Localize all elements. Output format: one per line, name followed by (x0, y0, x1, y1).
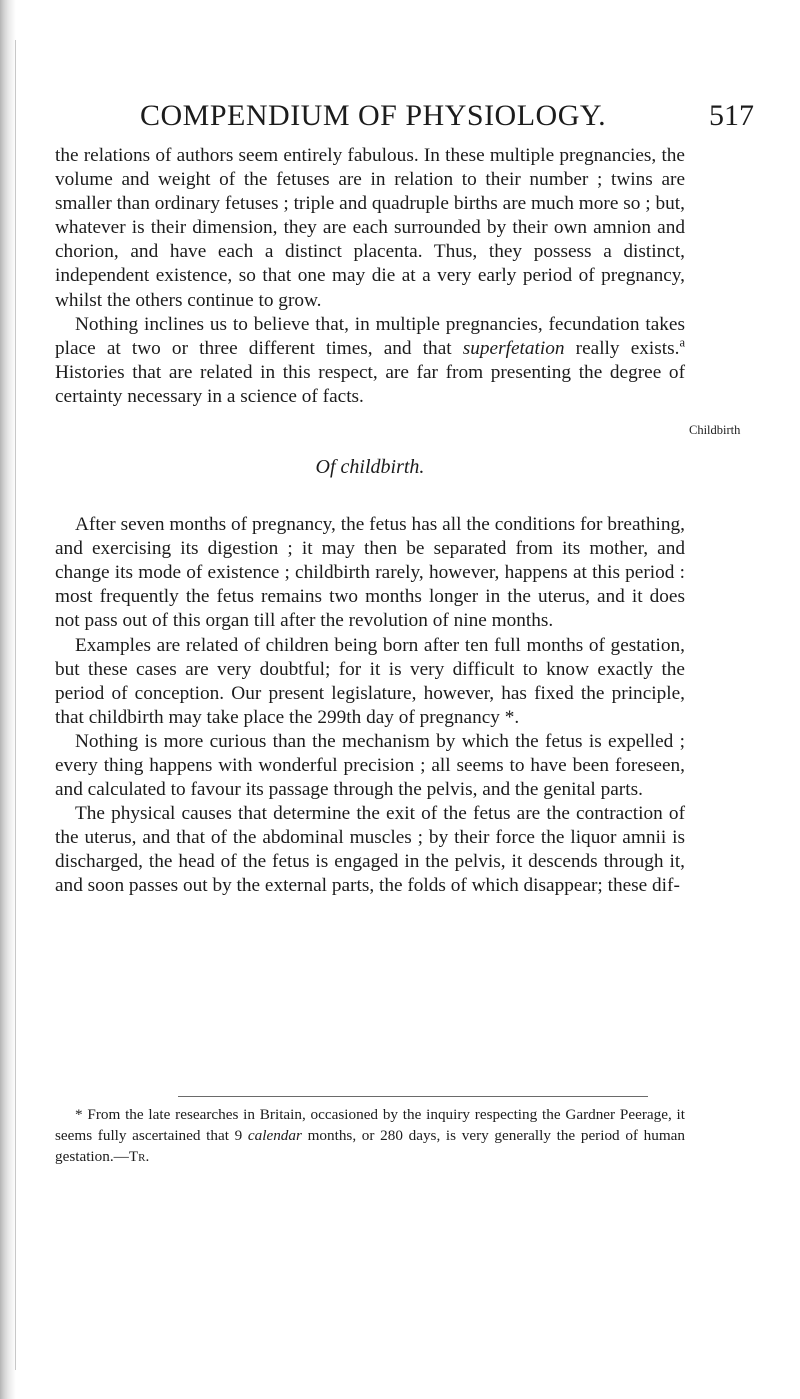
marginal-note-childbirth: Childbirth (689, 423, 741, 437)
paragraph-superfetation-tail: Histories that are related in this respect, are far from presenting the degree of certainty necessary in a science of facts. (55, 361, 685, 407)
paragraph-ten-months: Examples are related of children being born after ten full months of gestation, but these cases are very doubtful; for it is very difficult to know exactly the period of conception. Our present legislature, however, has fixed the principle, that childbirth may take place the 299th day of pregnancy *. (55, 634, 685, 728)
paragraph-superfetation-lead: Nothing inclines us to believe that, in multiple pregnancies, fecundation takes place at two or three different times, and that (55, 313, 685, 359)
translator-signature: Tr. (128, 1148, 150, 1165)
body-text (55, 144, 685, 899)
note-reference-a: a (679, 335, 685, 350)
page-binding-shadow (0, 0, 16, 1399)
footnote-lead: * From the late researches in Britain, occasioned by the inquiry respecting the Gardner Peerage, it seems fully ascertained that 9 (55, 1106, 685, 1144)
paragraph-physical-causes: The physical causes that determine the exit of the fetus are the contraction of the uterus, and that of the abdominal muscles ; by their force the liquor amnii is discharged, the head of the fetus is engaged in the pelvis, it descends through it, and soon passes out by the external parts, the folds of which disappear; these dif- (55, 803, 685, 897)
paragraph-superfetation (55, 313, 685, 409)
paragraph-superfetation-after-term: really exists. (564, 337, 680, 359)
gutter-line (15, 40, 16, 1370)
footnote-tail: months, or 280 days, is very generally the period of human gestation.— (55, 1127, 686, 1165)
page-number: 517 (709, 99, 754, 132)
footnote (55, 1104, 685, 1167)
paragraph-seven-months: After seven months of pregnancy, the fetus has all the conditions for breathing, and exercising its digestion ; it may then be separated from its mother, and change its mode of existence ; childbirth rarely, however, happens at this period : most frequently the fetus remains two months longer in the uterus, and it does not pass out of this organ till after the revolution of nine months. (55, 514, 685, 632)
footnote-text (55, 1104, 685, 1167)
footnote-italic-calendar: calendar (247, 1127, 302, 1144)
italic-term-superfetation: superfetation (462, 337, 565, 359)
paragraph-mechanism: Nothing is more curious than the mechanism by which the fetus is expelled ; every thing happens with wonderful precision ; all seems to have been foreseen, and calculated to favour its passage through the pelvis, and the genital parts. (55, 730, 685, 801)
footnote-rule (178, 1096, 648, 1097)
running-title: COMPENDIUM OF PHYSIOLOGY. (140, 99, 607, 132)
running-head (140, 98, 754, 134)
paragraph-multiple-pregnancies: the relations of authors seem entirely fabulous. In these multiple pregnancies, the volume and weight of the fetuses are in relation to their number ; twins are smaller than ordinary fetuses ; triple and quadruple births are much more so ; but, whatever is their dimension, they are each surrounded by their own amnion and chorion, and have each a distinct placenta. Thus, they possess a distinct, independent existence, so that one may die at a very early period of pregnancy, whilst the others continue to grow. (55, 145, 685, 311)
section-heading-childbirth: Of childbirth. (315, 456, 425, 479)
